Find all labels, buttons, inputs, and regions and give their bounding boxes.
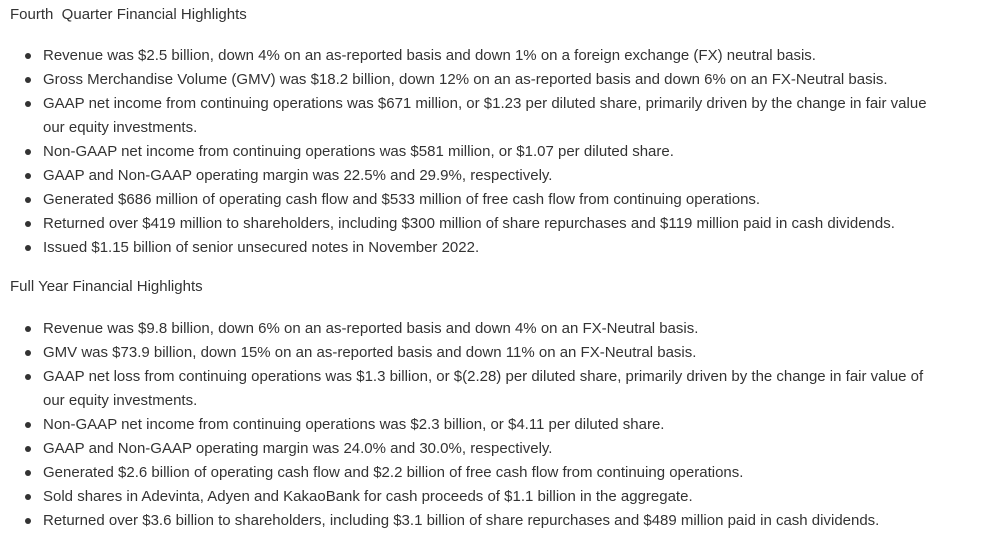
list-item xyxy=(0,236,994,260)
list-item-text: GMV was $73.9 billion, down 15% on an as-reported basis and down 11% on an FX-Neutral basis. xyxy=(43,344,697,361)
bullet-icon xyxy=(25,77,31,83)
section-heading-fourth-quarter: Fourth Quarter Financial Highlights xyxy=(10,6,247,23)
full-year-highlights-list xyxy=(0,317,994,533)
list-item xyxy=(0,461,994,485)
bullet-icon xyxy=(25,197,31,203)
list-item-text: Generated $2.6 billion of operating cash flow and $2.2 billion of free cash flow from continuing operations. xyxy=(43,464,744,481)
list-item-text: Returned over $3.6 billion to shareholders, including $3.1 billion of share repurchases and $489 million paid in cash dividends. xyxy=(43,512,880,529)
list-item xyxy=(0,341,994,365)
list-item-text: GAAP and Non-GAAP operating margin was 24.0% and 30.0%, respectively. xyxy=(43,440,553,457)
bullet-icon xyxy=(25,494,31,500)
bullet-icon xyxy=(25,374,31,380)
list-item xyxy=(0,140,994,164)
list-item xyxy=(0,509,994,533)
list-item xyxy=(0,68,994,92)
list-item xyxy=(0,365,994,413)
list-item-text: Non-GAAP net income from continuing operations was $2.3 billion, or $4.11 per diluted share. xyxy=(43,416,665,433)
bullet-icon xyxy=(25,446,31,452)
list-item xyxy=(0,92,994,140)
list-item-text-continued: our equity investments. xyxy=(43,119,198,136)
list-item-text: Revenue was $2.5 billion, down 4% on an as-reported basis and down 1% on a foreign exchange (FX) neutral basis. xyxy=(43,47,816,64)
list-item xyxy=(0,317,994,341)
list-item-text: Non-GAAP net income from continuing operations was $581 million, or $1.07 per diluted share. xyxy=(43,143,674,160)
bullet-icon xyxy=(25,149,31,155)
list-item xyxy=(0,212,994,236)
fourth-quarter-highlights-list xyxy=(0,44,994,260)
list-item-text-continued: our equity investments. xyxy=(43,392,198,409)
list-item-text: Generated $686 million of operating cash flow and $533 million of free cash flow from continuing operations. xyxy=(43,191,761,208)
list-item xyxy=(0,188,994,212)
bullet-icon xyxy=(25,173,31,179)
list-item-text: Issued $1.15 billion of senior unsecured notes in November 2022. xyxy=(43,239,480,256)
bullet-icon xyxy=(25,221,31,227)
list-item xyxy=(0,413,994,437)
list-item-text: GAAP net income from continuing operations was $671 million, or $1.23 per diluted share, primarily driven by the change in fair value xyxy=(43,95,927,112)
bullet-icon xyxy=(25,245,31,251)
bullet-icon xyxy=(25,326,31,332)
list-item-text: Returned over $419 million to shareholders, including $300 million of share repurchases and $119 million paid in cash dividends. xyxy=(43,215,895,232)
bullet-icon xyxy=(25,350,31,356)
bullet-icon xyxy=(25,518,31,524)
list-item-text: GAAP and Non-GAAP operating margin was 22.5% and 29.9%, respectively. xyxy=(43,167,553,184)
list-item xyxy=(0,485,994,509)
bullet-icon xyxy=(25,422,31,428)
list-item xyxy=(0,164,994,188)
bullet-icon xyxy=(25,101,31,107)
list-item-text: GAAP net loss from continuing operations was $1.3 billion, or $(2.28) per diluted share, primarily driven by the change in fair value of xyxy=(43,368,924,385)
bullet-icon xyxy=(25,470,31,476)
section-heading-full-year: Full Year Financial Highlights xyxy=(10,278,203,295)
list-item xyxy=(0,44,994,68)
list-item-text: Revenue was $9.8 billion, down 6% on an as-reported basis and down 4% on an FX-Neutral basis. xyxy=(43,320,699,337)
bullet-icon xyxy=(25,53,31,59)
list-item-text: Gross Merchandise Volume (GMV) was $18.2 billion, down 12% on an as-reported basis and down 6% on an FX-Neutral basis. xyxy=(43,71,888,88)
list-item xyxy=(0,437,994,461)
list-item-text: Sold shares in Adevinta, Adyen and KakaoBank for cash proceeds of $1.1 billion in the aggregate. xyxy=(43,488,693,505)
